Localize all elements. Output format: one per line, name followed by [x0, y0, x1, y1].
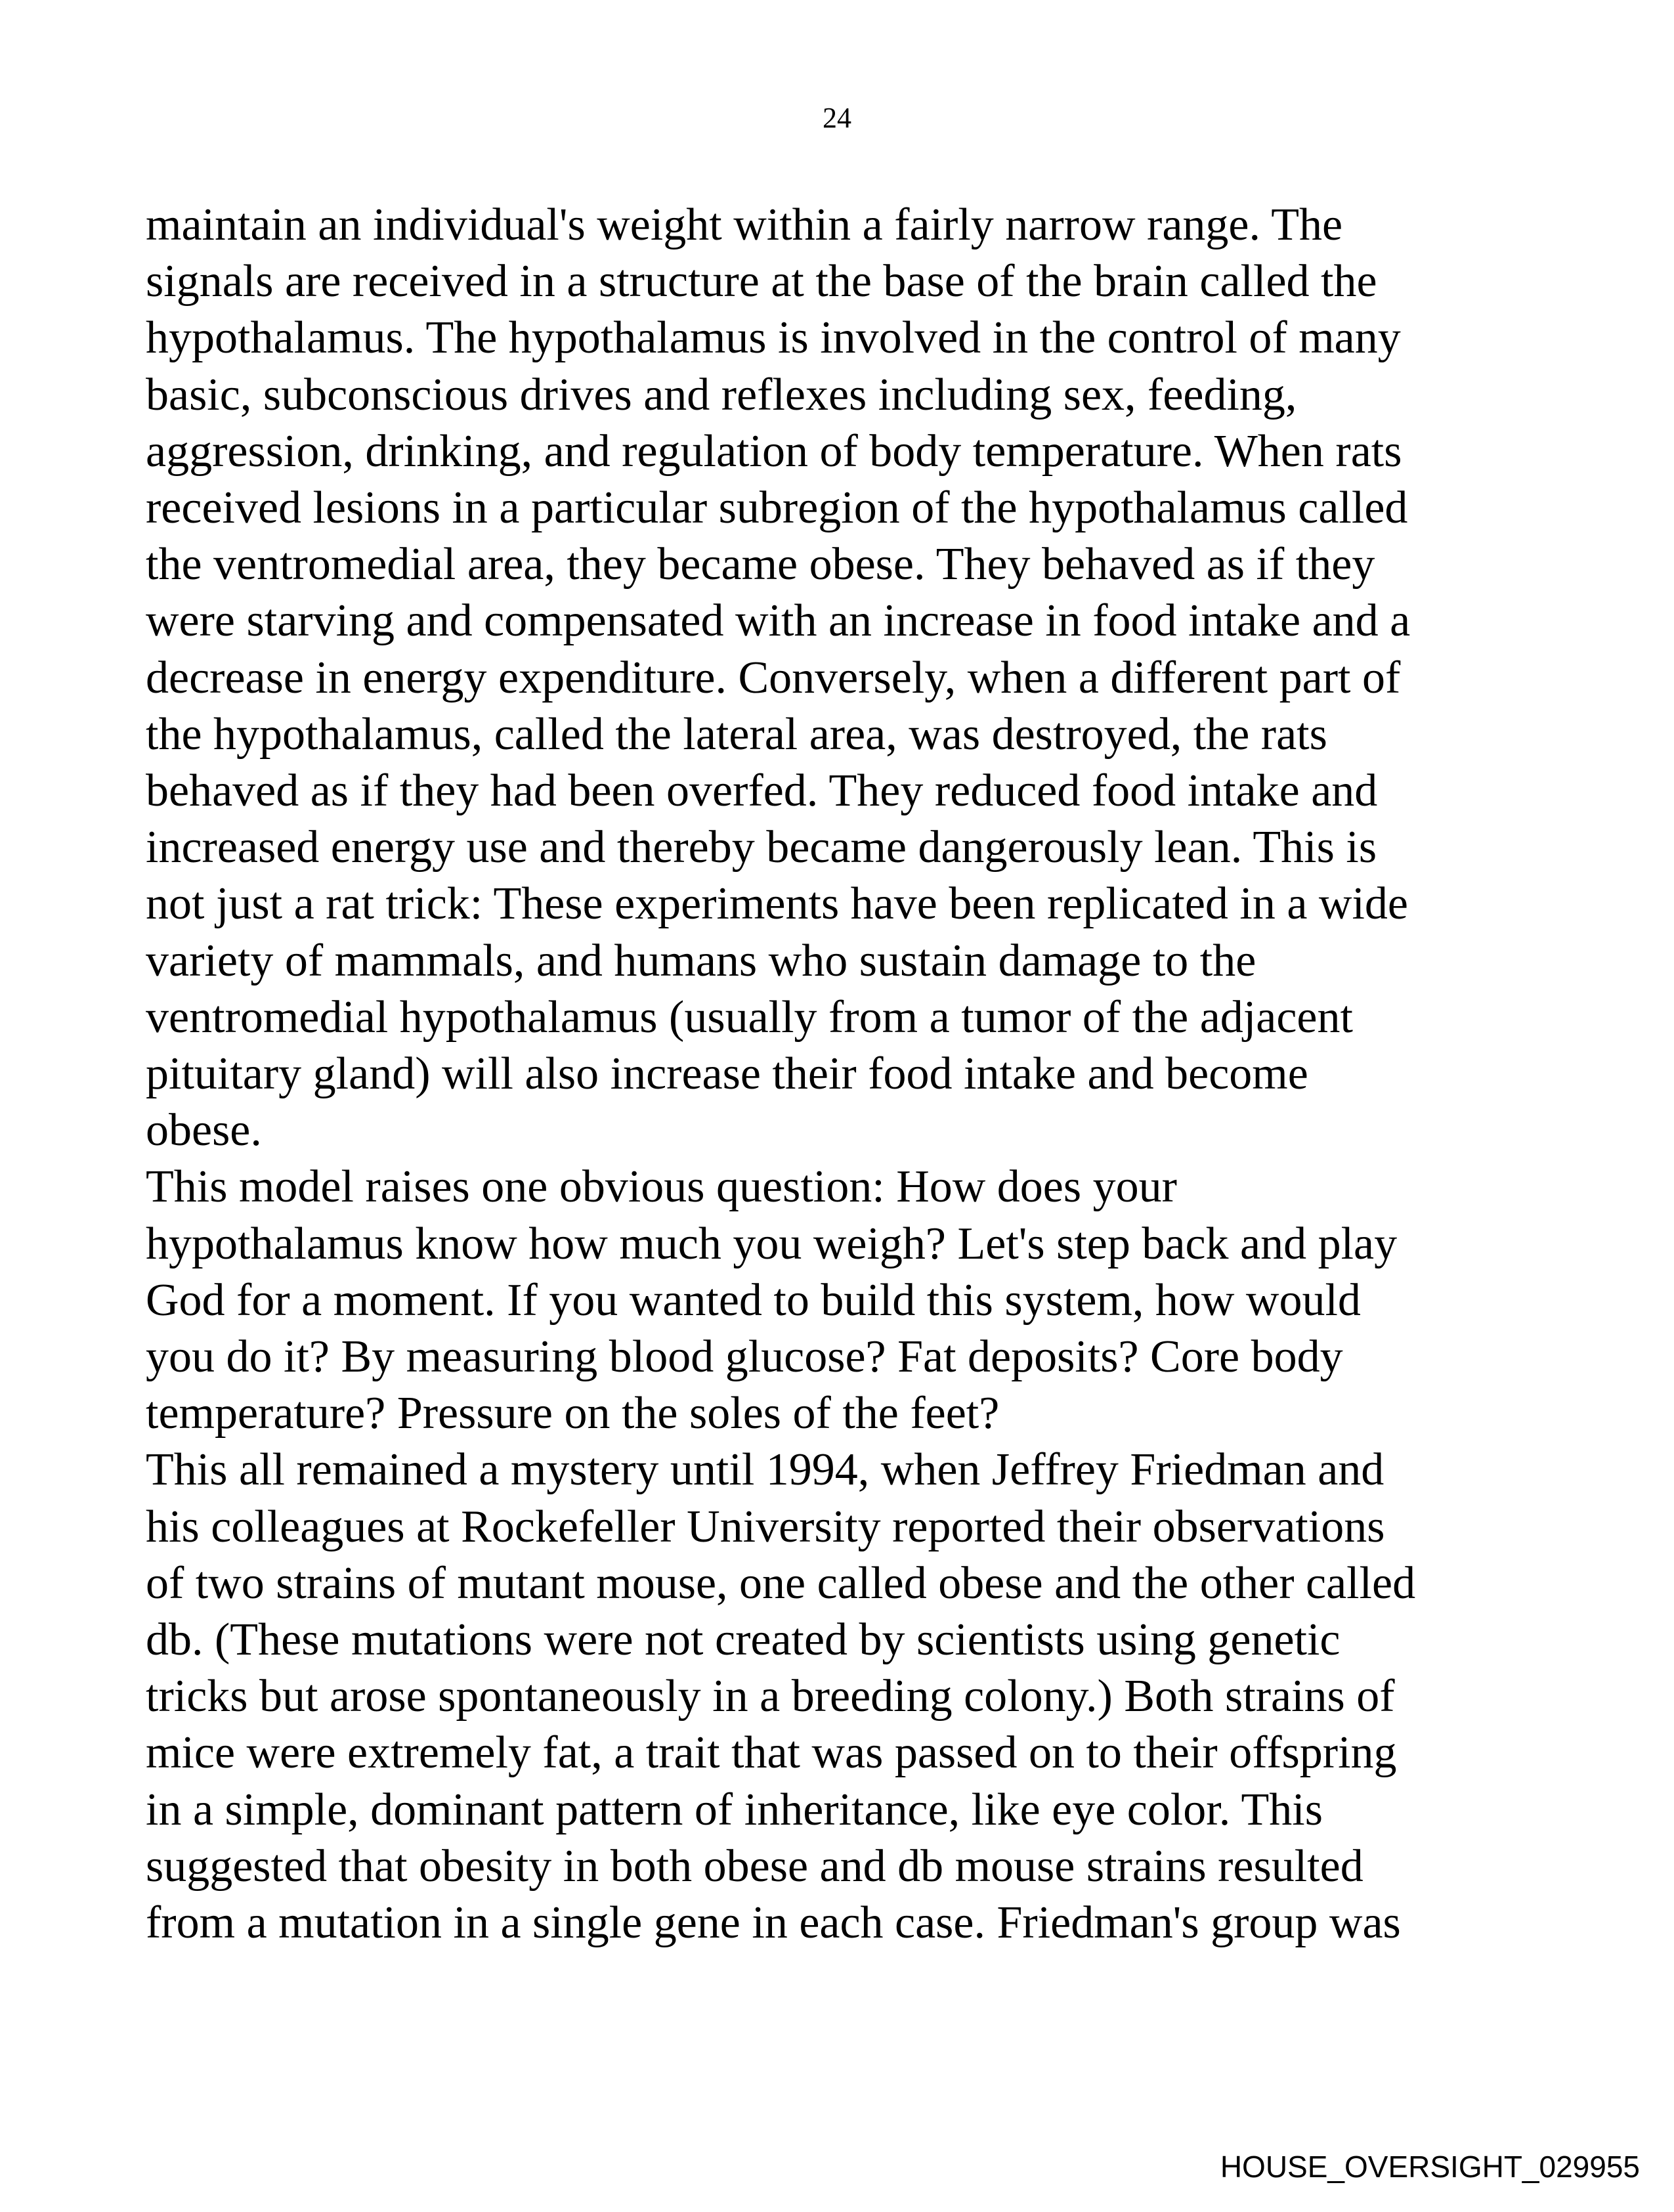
- text-line: signals are received in a structure at the base of the brain called the: [146, 256, 1377, 307]
- page-number: 24: [823, 102, 851, 134]
- text-line: ventromedial hypothalamus (usually from a tumor of the adjacent: [146, 991, 1353, 1043]
- text-line: received lesions in a particular subregion of the hypothalamus called: [146, 483, 1408, 534]
- text-line: maintain an individual's weight within a fairly narrow range. The: [146, 200, 1343, 250]
- text-line: the hypothalamus, called the lateral area, was destroyed, the rats: [146, 708, 1327, 760]
- text-line: aggression, drinking, and regulation of body temperature. When rats: [146, 425, 1402, 477]
- text-line: of two strains of mutant mouse, one called obese and the other called: [146, 1557, 1416, 1609]
- text-line: temperature? Pressure on the soles of the feet?: [146, 1388, 1000, 1439]
- text-line: increased energy use and thereby became dangerously lean. This is: [146, 822, 1377, 873]
- text-line: in a simple, dominant pattern of inheritance, like eye color. This: [146, 1784, 1323, 1835]
- text-line: db. (These mutations were not created by scientists using genetic: [146, 1615, 1341, 1666]
- text-line: hypothalamus. The hypothalamus is involved in the control of many: [146, 313, 1401, 364]
- text-line: suggested that obesity in both obese and db mouse strains resulted: [146, 1840, 1363, 1892]
- text-line: his colleagues at Rockefeller University reported their observations: [146, 1501, 1385, 1552]
- text-line: variety of mammals, and humans who sustain damage to the: [146, 935, 1256, 986]
- body-text: [146, 197, 1551, 1951]
- text-line: obese.: [146, 1105, 262, 1156]
- text-line: hypothalamus know how much you weigh? Let's step back and play: [146, 1218, 1398, 1269]
- text-line: the ventromedial area, they became obese. They behaved as if they: [146, 539, 1375, 590]
- text-line: you do it? By measuring blood glucose? Fat deposits? Core body: [146, 1332, 1343, 1383]
- text-line: God for a moment. If you wanted to build this system, how would: [146, 1274, 1361, 1326]
- document-id-footer: HOUSE_OVERSIGHT_029955: [1220, 2150, 1640, 2184]
- text-line: behaved as if they had been overfed. They reduced food intake and: [146, 766, 1378, 817]
- text-line: tricks but arose spontaneously in a breeding colony.) Both strains of: [146, 1671, 1395, 1722]
- text-line: were starving and compensated with an increase in food intake and a: [146, 596, 1411, 647]
- text-line: mice were extremely fat, a trait that was passed on to their offspring: [146, 1727, 1397, 1779]
- text-line: This all remained a mystery until 1994, when Jeffrey Friedman and: [146, 1444, 1384, 1496]
- text-line: This model raises one obvious question: How does your: [146, 1161, 1177, 1213]
- text-line: decrease in energy expenditure. Conversely, when a different part of: [146, 652, 1401, 703]
- text-line: from a mutation in a single gene in each case. Friedman's group was: [146, 1898, 1401, 1949]
- text-line: not just a rat trick: These experiments have been replicated in a wide: [146, 878, 1408, 930]
- text-line: basic, subconscious drives and reflexes including sex, feeding,: [146, 369, 1297, 420]
- text-line: pituitary gland) will also increase their food intake and become: [146, 1049, 1308, 1100]
